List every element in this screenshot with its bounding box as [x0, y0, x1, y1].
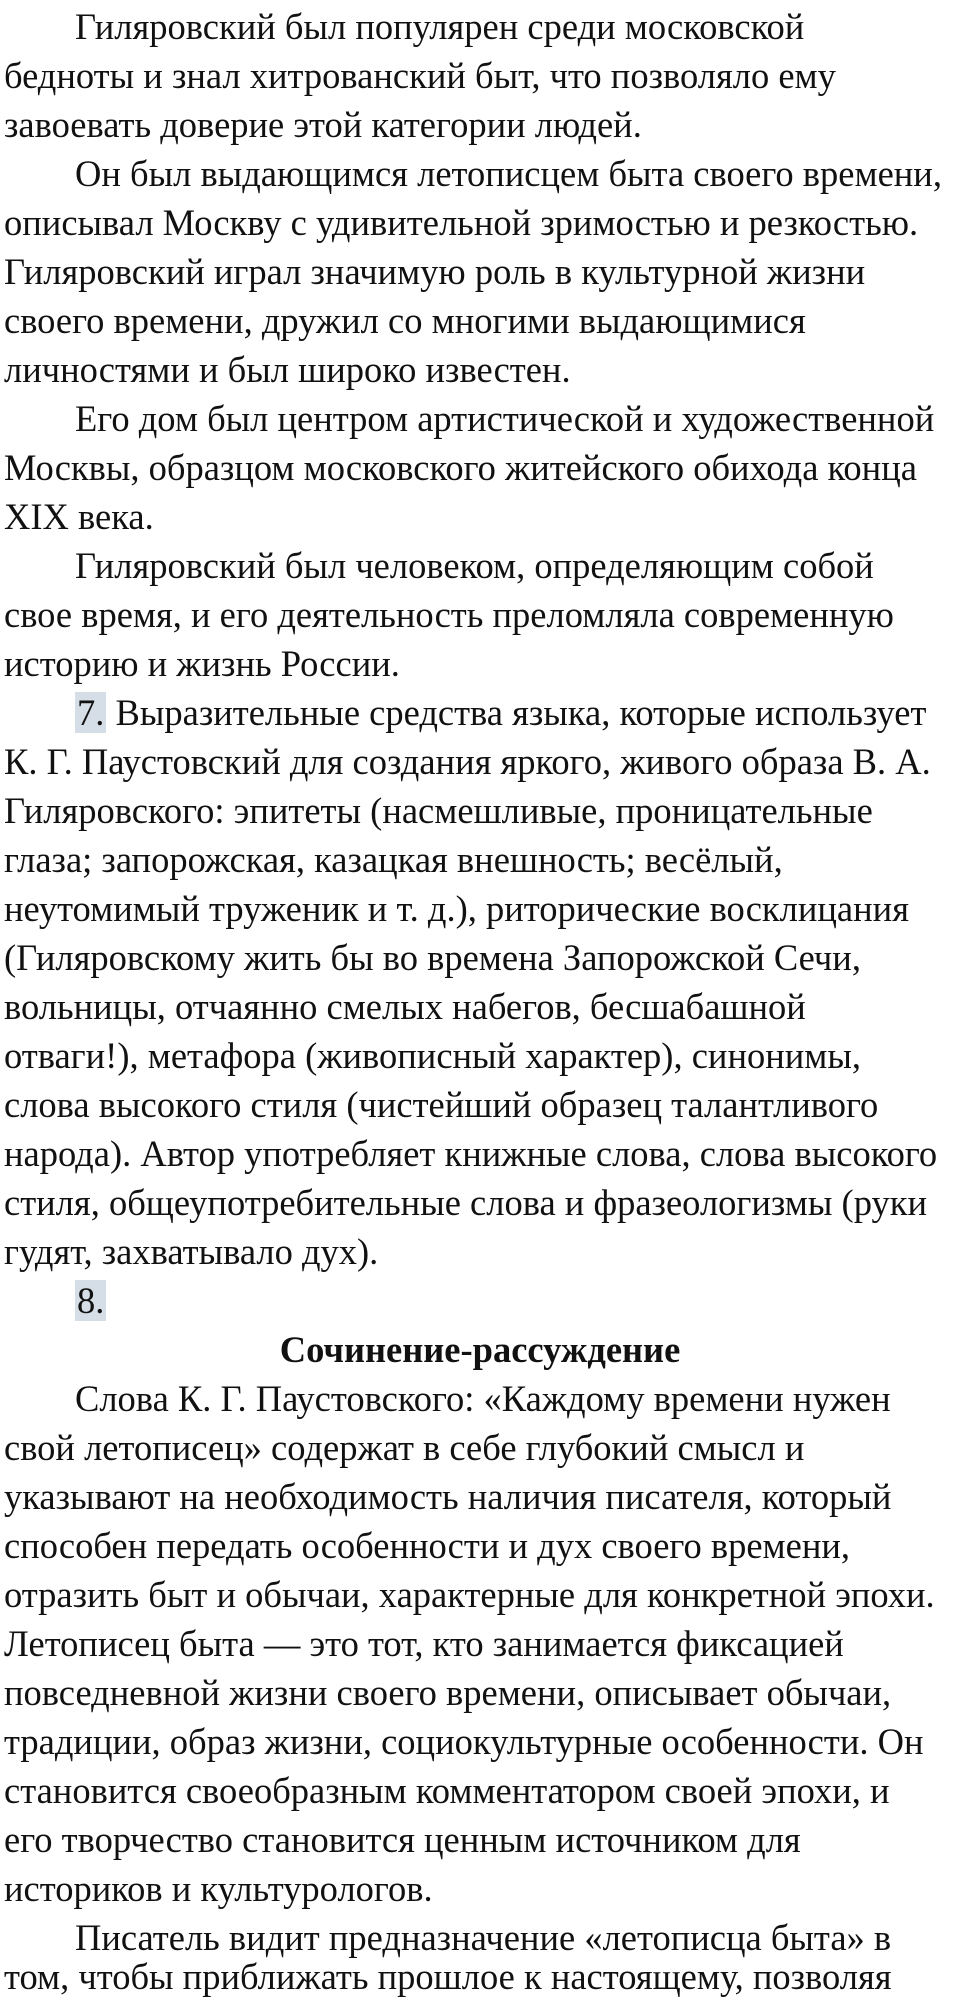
question-7-text: Выразительные средства языка, которые использует — [115, 692, 927, 733]
paragraph-line: Гиляровский играл значимую роль в культурной жизни — [4, 251, 866, 292]
paragraph-line: Гиляровский был человеком, определяющим собой — [75, 545, 874, 586]
paragraph-line: стиля, общеупотребительные слова и фразеологизмы (руки — [4, 1182, 927, 1223]
paragraph-line: глаза; запорожская, казацкая внешность; весёлый, — [4, 839, 783, 880]
paragraph-line: бедноты и знал хитрованский быт, что позволяло ему — [4, 55, 836, 96]
paragraph-line: своего времени, дружил со многими выдающимися — [4, 300, 806, 341]
paragraph-line: том, чтобы приближать прошлое к настоящему, позволяя — [4, 1956, 892, 1997]
paragraph-line: Гиляровского: эпитеты (насмешливые, проницательные — [4, 790, 873, 831]
paragraph-line: его творчество становится ценным источником для — [4, 1819, 801, 1860]
paragraph-line: К. Г. Паустовский для создания яркого, живого образа В. А. — [4, 741, 931, 782]
question-8-line — [75, 1276, 106, 1325]
question-number-7: 7. — [77, 692, 105, 733]
paragraph-line: свое время, и его деятельность преломляла современную — [4, 594, 894, 635]
paragraph-line: Писатель видит предназначение «летописца быта» в — [75, 1917, 892, 1958]
question-number-8: 8. — [77, 1280, 105, 1321]
paragraph-line: отваги!), метафора (живописный характер), синонимы, — [4, 1035, 862, 1076]
paragraph-line: традиции, образ жизни, социокультурные особенности. Он — [4, 1721, 924, 1762]
essay-title: Сочинение-рассуждение — [279, 1329, 681, 1370]
paragraph-line: Гиляровский был популярен среди московской — [75, 6, 805, 47]
paragraph-line: гудят, захватывало дух). — [4, 1231, 379, 1272]
paragraph-line: (Гиляровскому жить бы во времена Запорожской Сечи, — [4, 937, 861, 978]
paragraph-line: указывают на необходимость наличия писателя, который — [4, 1476, 892, 1517]
paragraph-line: Летописец быта — это тот, кто занимается фиксацией — [4, 1623, 844, 1664]
paragraph-line: отразить быт и обычаи, характерные для конкретной эпохи. — [4, 1574, 935, 1615]
paragraph-line: свой летописец» содержат в себе глубокий смысл и — [4, 1427, 805, 1468]
paragraph-line: Его дом был центром артистической и художественной — [75, 398, 935, 439]
paragraph-line: историков и культурологов. — [4, 1868, 433, 1909]
paragraph-line: Слова К. Г. Паустовского: «Каждому времени нужен — [75, 1378, 891, 1419]
paragraph-line: описывал Москву с удивительной зримостью и резкостью. — [4, 202, 919, 243]
paragraph-line: повседневной жизни своего времени, описывает обычаи, — [4, 1672, 892, 1713]
paragraph-line: завоевать доверие этой категории людей. — [4, 104, 642, 145]
paragraph-line: XIX века. — [4, 496, 154, 537]
paragraph-line: личностями и был широко известен. — [4, 349, 571, 390]
paragraph-line: Москвы, образцом московского житейского обихода конца — [4, 447, 917, 488]
paragraph-line: неутомимый труженик и т. д.), риторические восклицания — [4, 888, 909, 929]
paragraph-line: Он был выдающимся летописцем быта своего времени, — [75, 153, 942, 194]
paragraph-line: способен передать особенности и дух своего времени, — [4, 1525, 851, 1566]
paragraph-line: слова высокого стиля (чистейший образец талантливого — [4, 1084, 879, 1125]
paragraph-line: вольницы, отчаянно смелых набегов, бесшабашной — [4, 986, 806, 1027]
paragraph-line: историю и жизнь России. — [4, 643, 400, 684]
paragraph-line: народа). Автор употребляет книжные слова, слова высокого — [4, 1133, 938, 1174]
paragraph-line: становится своеобразным комментатором своей эпохи, и — [4, 1770, 890, 1811]
question-7-first-line — [75, 688, 926, 737]
